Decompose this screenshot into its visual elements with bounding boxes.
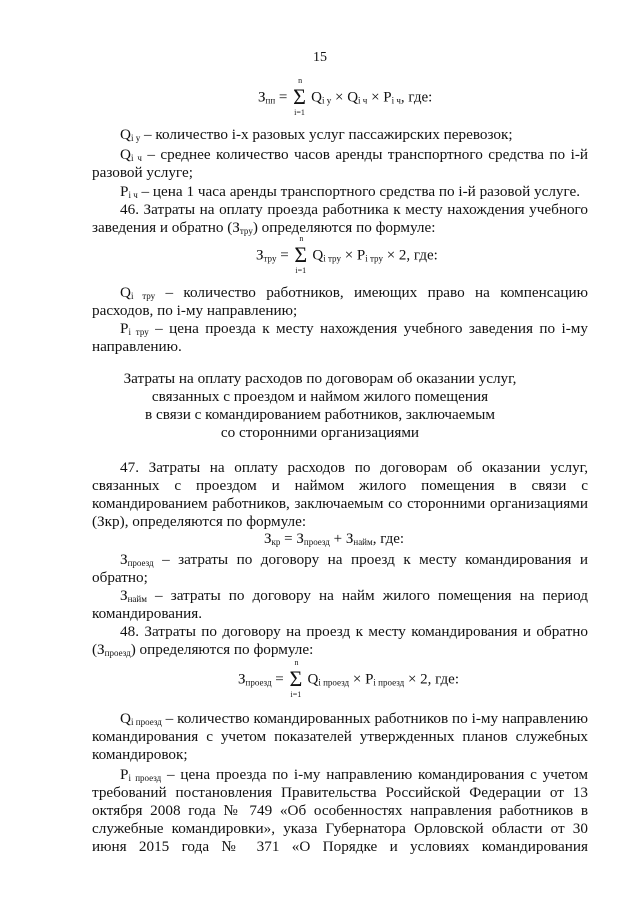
- definition-qiproezd-line2: командирования с учетом показателей утвержденных планов служебных: [92, 728, 588, 745]
- section-heading-line4: со сторонними организациями: [220, 424, 420, 441]
- formula-zproezd: $З_{проезд}$ = Σ n i=1 $Q_{i проезд} \times P_{i проезд} \times 2$, где:: [238, 658, 460, 699]
- definition-qich-line2: разовой услуге;: [92, 164, 193, 181]
- definition-znaym-line1: $З_{найм}$ – затраты по договору на найм жилого помещения на период: [120, 587, 588, 604]
- sum-symbol: Σ n i=1: [293, 76, 306, 117]
- definition-pich: $P_{i ч}$ – цена 1 часа аренды транспортного средства по i-й разовой услуге.: [120, 183, 581, 200]
- definition-piproezd-line3: октября 2008 года № 749 «Об особенностях направления работников в: [92, 802, 588, 819]
- page-number: 15: [313, 50, 327, 65]
- definition-pitru-line2: направлению.: [92, 338, 182, 355]
- formula-zkr: $З_{кр} = З_{проезд} + З_{найм}$, где:: [264, 531, 405, 547]
- paragraph-46-line2: заведения и обратно $(З_{тру})$ определяются по формуле:: [92, 219, 436, 236]
- definition-zproezd-line2: обратно;: [92, 569, 148, 586]
- definition-qiproezd-line1: $Q_{i проезд}$ – количество командированных работников по i-му направлению: [120, 710, 588, 727]
- definition-qiproezd-line3: командировок;: [92, 746, 188, 763]
- formula-ztru: $З_{тру}$ = Σ n i=1 $Q_{i тру} \times P_{i тру} \times 2$, где:: [256, 234, 438, 275]
- sum-symbol: Σ n i=1: [289, 658, 303, 699]
- definition-piproezd-line4: служебные командировки», указа Губернатора Орловской области от 30: [92, 820, 588, 837]
- definition-qitru-line1: $Q_{i тру}$ – количество работников, имеющих право на компенсацию: [120, 284, 588, 301]
- section-heading-line3: в связи с командированием работников, заключаемым: [145, 406, 495, 423]
- definition-piproezd-line2: требований постановления Правительства Российской Федерации от 13: [92, 784, 588, 801]
- paragraph-46-line1: 46. Затраты на оплату проезда работника к месту нахождения учебного: [120, 201, 588, 218]
- definition-piproezd-line5: июня 2015 года № 371 «О Порядке и условиях командирования: [92, 838, 588, 855]
- sum-symbol: Σ n i=1: [294, 234, 308, 275]
- paragraph-47-line4: (Зкр), определяются по формуле:: [92, 513, 307, 530]
- definition-qiy: $Q_{i у}$ – количество i-х разовых услуг пассажирских перевозок;: [120, 126, 513, 143]
- paragraph-48-line1: 48. Затраты по договору на проезд к месту командирования и обратно: [120, 623, 588, 640]
- paragraph-47-line2: связанных с проездом и наймом жилого помещения в связи с: [92, 477, 588, 494]
- definition-qich-line1: $Q_{i ч}$ – среднее количество часов аренды транспортного средства по i-й: [120, 146, 589, 163]
- definition-qitru-line2: расходов, по i-му направлению;: [92, 302, 298, 319]
- section-heading-line1: Затраты на оплату расходов по договорам об оказании услуг,: [123, 370, 517, 387]
- definition-zproezd-line1: $З_{проезд}$ – затраты по договору на проезд к месту командирования и: [120, 551, 588, 568]
- definition-piproezd-line1: $P_{i проезд}$ – цена проезда по i-му направлению командирования с учетом: [120, 766, 588, 783]
- definition-pitru-line1: $P_{i тру}$ – цена проезда к месту нахождения учебного заведения по i-му: [120, 320, 588, 337]
- formula-zpp: $З_{пп}$ = Σ n i=1 $Q_{i у} \times Q_{i ч} \times P_{i ч}$, где:: [258, 76, 433, 117]
- paragraph-47-line1: 47. Затраты на оплату расходов по договорам об оказании услуг,: [120, 459, 588, 476]
- paragraph-47-line3: командированием работников, заключаемым со сторонними организациями: [92, 495, 588, 512]
- section-heading-line2: связанных с проездом и наймом жилого помещения: [151, 388, 489, 405]
- definition-znaym-line2: командирования.: [92, 605, 203, 622]
- paragraph-48-line2: $(З_{проезд})$ определяются по формуле:: [92, 641, 314, 658]
